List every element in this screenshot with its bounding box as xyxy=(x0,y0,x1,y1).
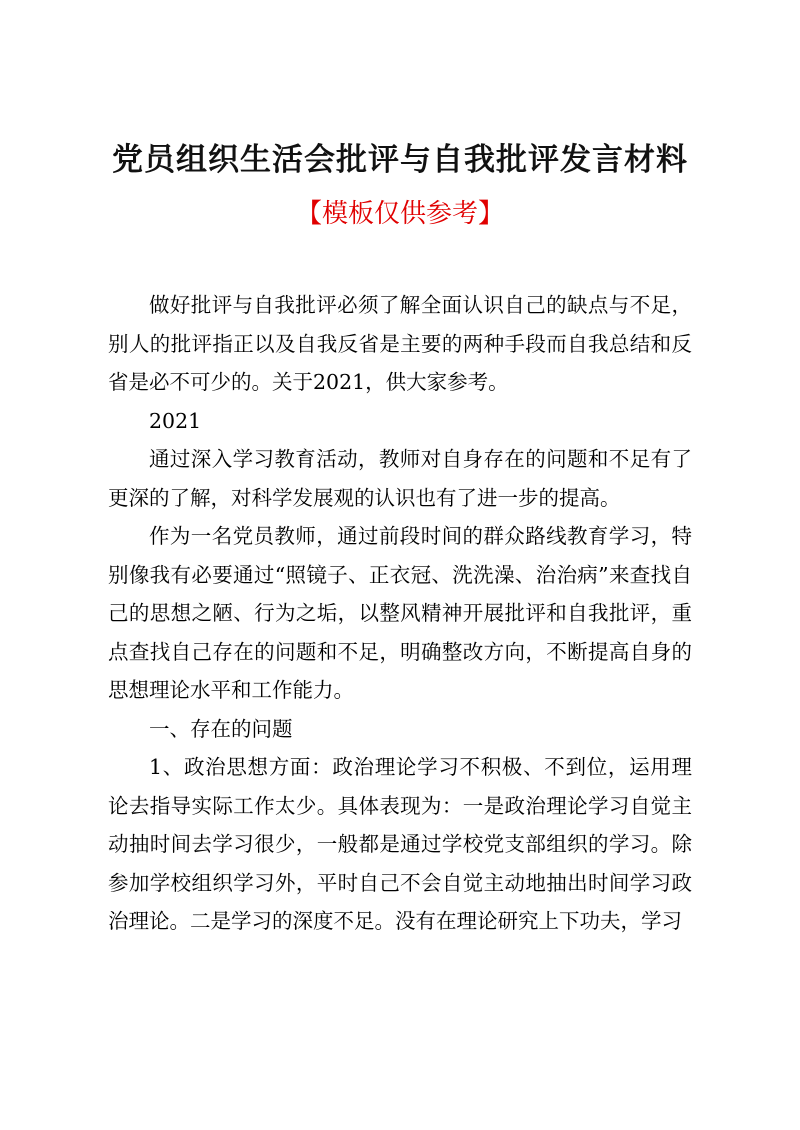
body-paragraph: 1、政治思想方面：政治理论学习不积极、不到位，运用理论去指导实际工作太少。具体表现为：一是政治理论学习自觉主动抽时间去学习很少，一般都是通过学校党支部组织的学习。除参加学校组织学习外，平时自己不会自觉主动地抽出时间学习政治理论。二是学习的深度不足。没有在理论研究上下功夫，学习 xyxy=(108,755,692,933)
body-paragraph: 通过深入学习教育活动，教师对自身存在的问题和不足有了更深的了解，对科学发展观的认识也有了进一步的提高。 xyxy=(108,447,692,510)
section-heading: 一、存在的问题 xyxy=(149,716,293,741)
document-body xyxy=(108,286,692,941)
document-title: 党员组织生活会批评与自我批评发言材料 xyxy=(112,142,688,178)
body-paragraph: 作为一名党员教师，通过前段时间的群众路线教育学习，特别像我有必要通过“照镜子、正衣冠、洗洗澡、治治病”来查找自己的思想之陋、行为之垢，以整风精神开展批评和自我批评，重点查找自己存在的问题和不足，明确整改方向，不断提高自身的思想理论水平和工作能力。 xyxy=(108,524,692,702)
intro-paragraph: 做好批评与自我批评必须了解全面认识自己的缺点与不足，别人的批评指正以及自我反省是主要的两种手段而自我总结和反省是必不可少的。关于2021，供大家参考。 xyxy=(108,293,692,394)
template-notice: 【模板仅供参考】 xyxy=(295,199,504,229)
year-line: 2021 xyxy=(149,408,202,433)
